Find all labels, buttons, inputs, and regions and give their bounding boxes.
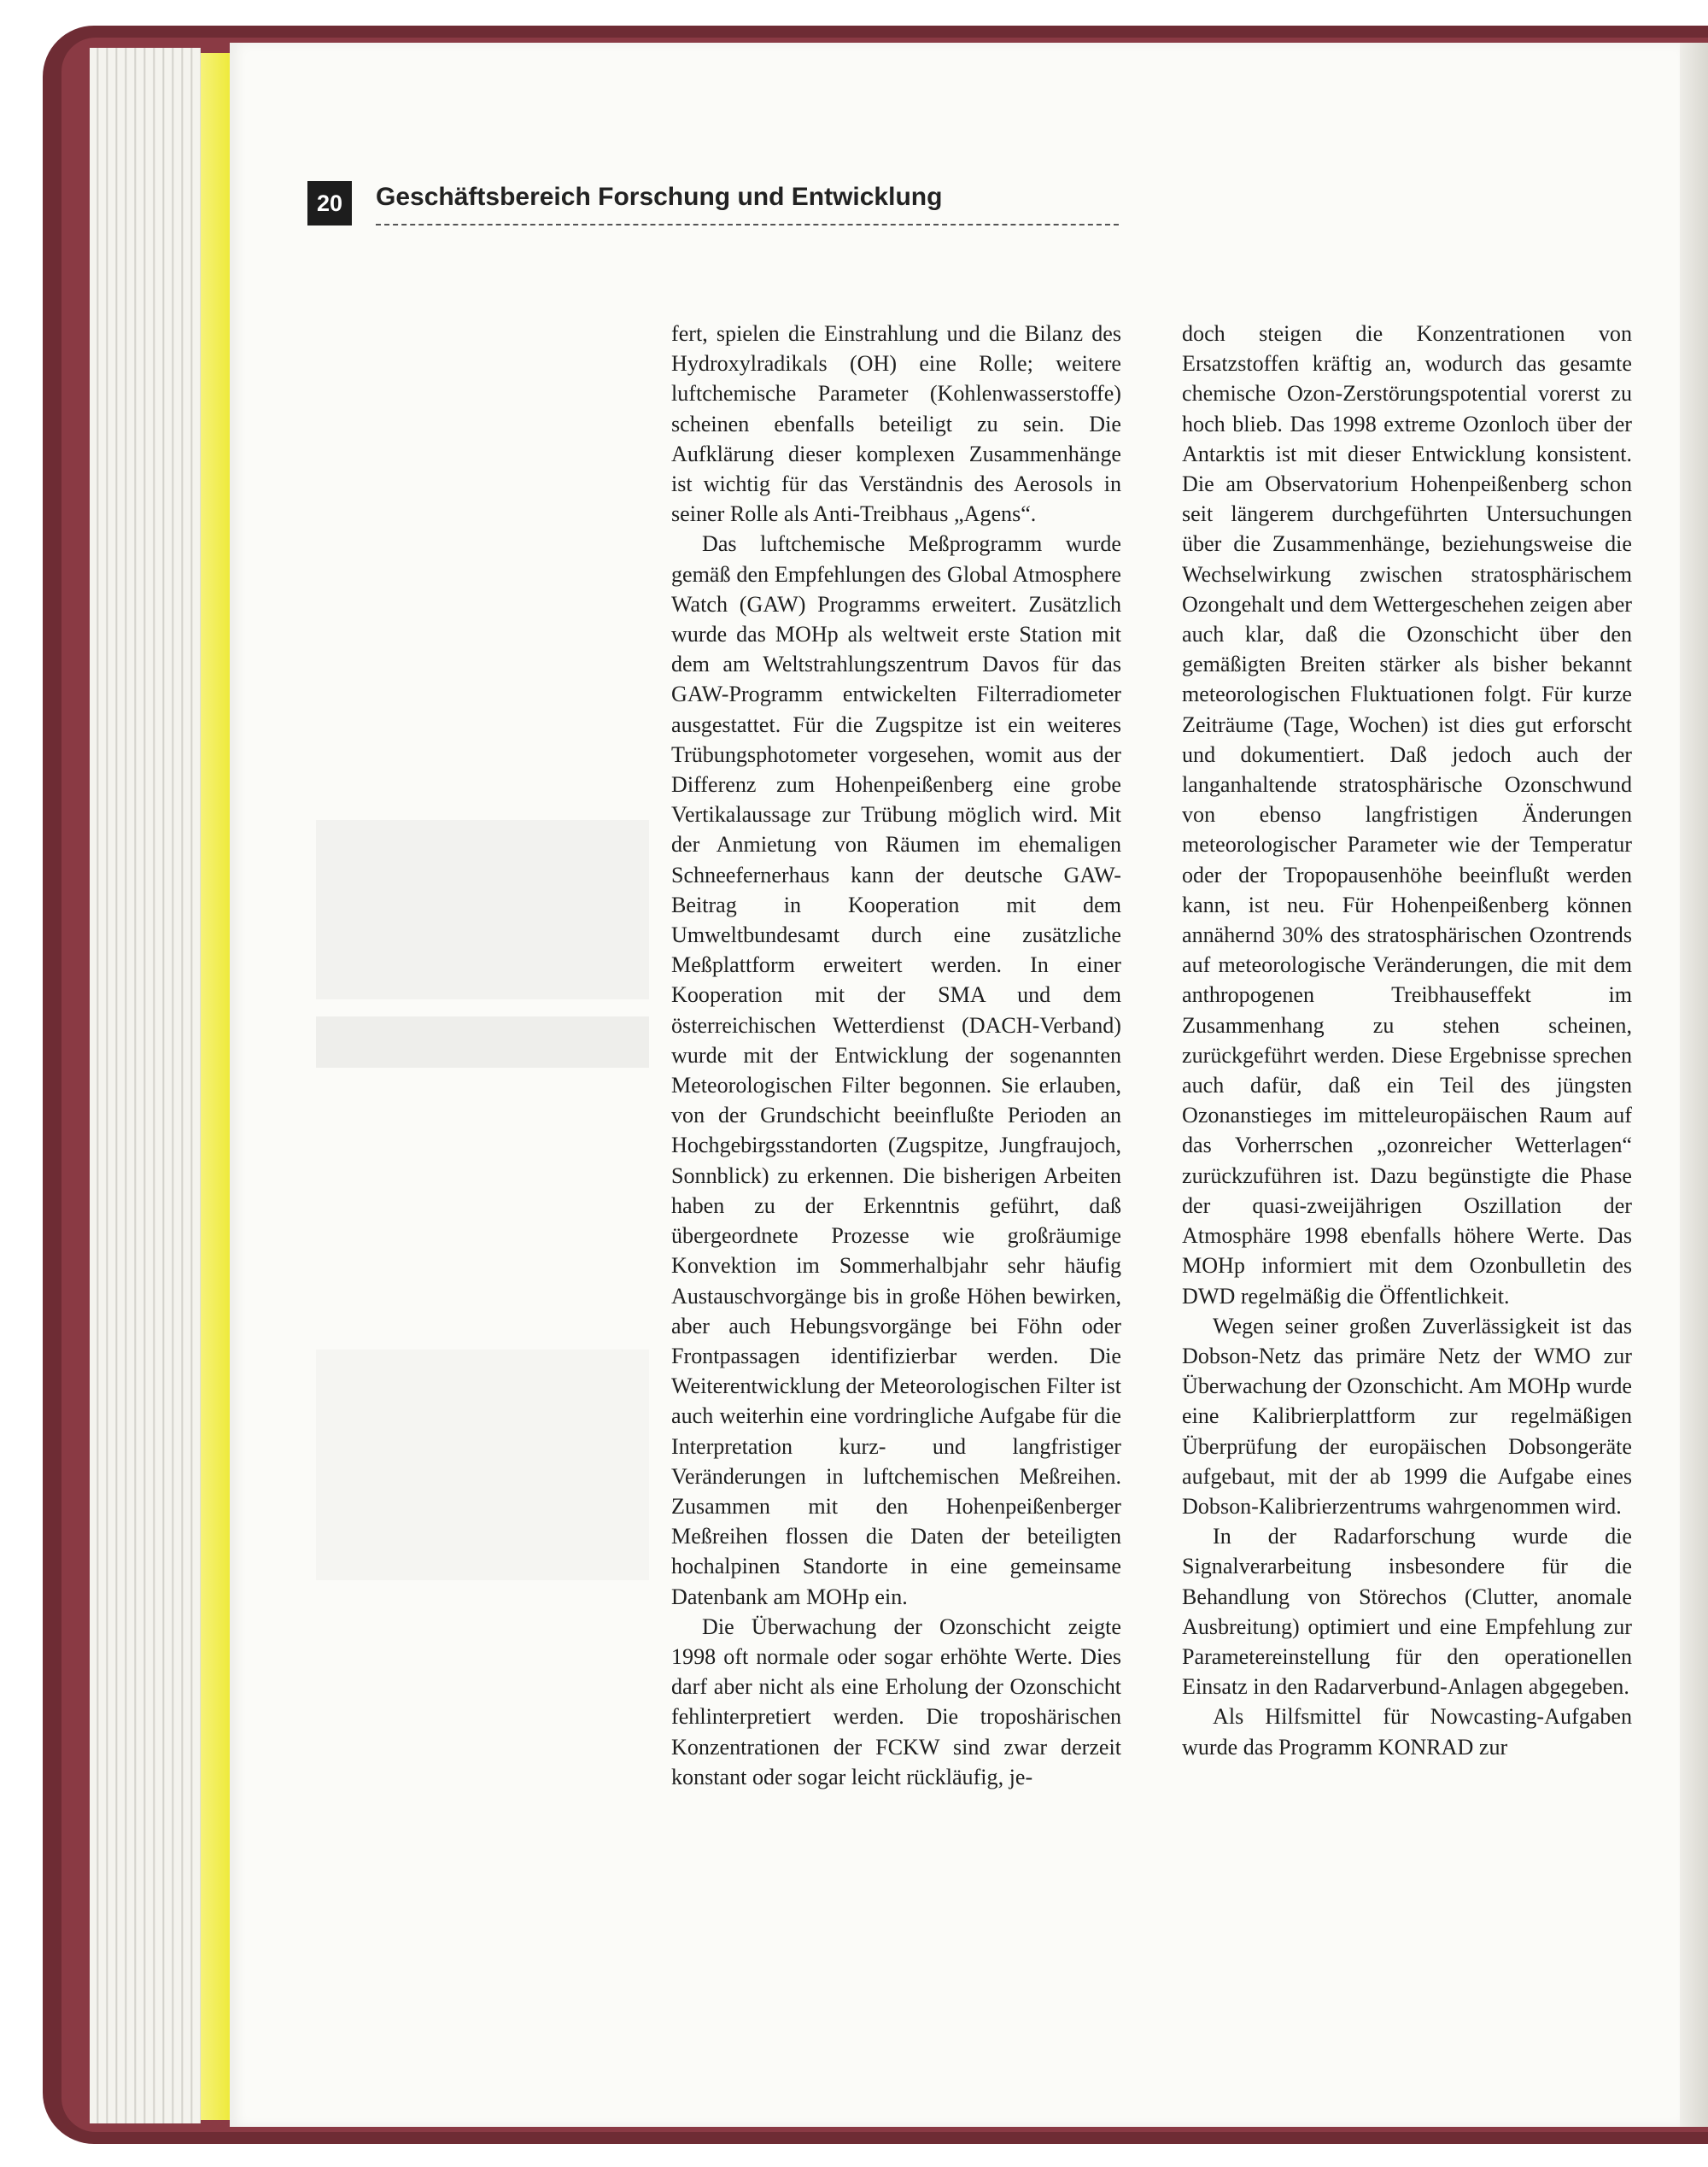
paragraph: doch steigen die Konzentrationen von Ersatzstoffen kräftig an, wodurch das gesamte chemische Ozon-Zerstörungspotential vorerst zu hoch blieb. Das 1998 extreme Ozonloch über der Antarktis ist mit dieser Entwicklung konsistent. Die am Observatorium Hohenpeißenberg schon seit längerem durchgeführten Untersuchungen über die Zusammenhänge, beziehungsweise die Wechselwirkung zwischen stratosphärischem Ozongehalt und dem Wettergeschehen zeigen aber auch klar, daß die Ozonschicht über den gemäßigten Breiten stärker als bisher bekannt meteorologischen Fluktuationen folgt. Für kurze Zeiträume (Tage, Wochen) ist dies gut erforscht und dokumentiert. Daß jedoch auch der langanhaltende stratosphärische Ozonschwund von ebenso langfristigen Änderungen meteorologischer Parameter wie der Temperatur oder der Tropopausenhöhe beeinflußt werden kann, ist neu. Für Hohenpeißenberg können annähernd 30% des stratosphärischen Ozontrends auf meteorologische Veränderungen, die mit dem anthropogenen Treibhauseffekt im Zusammenhang zu stehen scheinen, zurückgeführt werden. Diese Ergebnisse sprechen auch dafür, daß ein Teil des jüngsten Ozonanstieges im mitteleuropäischen Raum auf das Vorherrschen „ozonreicher Wetterlagen“ zurückzuführen ist. Dazu begünstigte die Phase der quasi-zweijährigen Oszillation der Atmosphäre 1998 ebenfalls höhere Werte. Das MOHp informiert mit dem Ozonbulletin des DWD regelmäßig die Öffentlichkeit.	[1182, 321, 1632, 1309]
paragraph: Die Überwachung der Ozonschicht zeigte 1998 oft normale oder sogar erhöhte Werte. Dies darf aber nicht als eine Erholung der Ozonschicht fehlinterpretiert werden. Die troposhärischen Konzentrationen der FCKW sind zwar derzeit konstant oder sogar leicht rückläufig, je-	[671, 1614, 1121, 1789]
left-text-column	[671, 319, 1121, 1792]
right-text-column	[1182, 319, 1632, 1762]
page-edges	[90, 48, 201, 2123]
paragraph: fert, spielen die Einstrahlung und die Bilanz des Hydroxylradikals (OH) eine Rolle; weitere luftchemische Parameter (Kohlenwasserstoffe) scheinen ebenfalls beteiligt zu sein. Die Aufklärung dieser komplexen Zusammenhänge ist wichtig für das Verständnis des Aerosols in seiner Rolle als Anti-Treibhaus „Agens“.	[671, 321, 1121, 527]
page-number: 20	[307, 181, 352, 225]
paragraph: In der Radarforschung wurde die Signalverarbeitung insbesondere für die Behandlung von Störechos (Clutter, anomale Ausbreitung) optimiert und eine Empfehlung zur Parametereinstellung für den operationellen Einsatz in den Radarverbund-Anlagen abgegeben.	[1182, 1524, 1632, 1700]
show-through-shadow	[316, 1016, 649, 1068]
paragraph: Wegen seiner großen Zuverlässigkeit ist das Dobson-Netz das primäre Netz der WMO zur Überwachung der Ozonschicht. Am MOHp wurde eine Kalibrierplattform zur regelmäßigen Überprüfung der europäischen Dobsongeräte aufgebaut, mit der ab 1999 die Aufgabe eines Dobson-Kalibrierzentrums wahrgenommen wird.	[1182, 1313, 1632, 1519]
header-dashed-rule	[376, 224, 1119, 225]
page-header	[307, 181, 1119, 232]
show-through-shadow	[316, 1350, 649, 1580]
page-right-edge	[1680, 43, 1708, 2127]
paragraph: Das luftchemische Meßprogramm wurde gemäß den Empfehlungen des Global Atmosphere Watch (GAW) Programms erweitert. Zusätzlich wurde das MOHp als weltweit erste Station mit dem am Weltstrahlungszentrum Davos für das GAW-Programm entwickelten Filterradiometer ausgestattet. Für die Zugspitze ist ein weiteres Trübungsphotometer vorgesehen, womit aus der Differenz zum Hohenpeißenberg eine grobe Vertikalaussage zur Trübung möglich wird. Mit der Anmietung von Räumen im ehemaligen Schneefernerhaus kann der deutsche GAW-Beitrag in Kooperation mit dem Umweltbundesamt durch eine zusätzliche Meßplattform erweitert werden. In einer Kooperation mit der SMA und dem österreichischen Wetterdienst (DACH-Verband) wurde mit der Entwicklung der sogenannten Meteorologischen Filter begonnen. Sie erlauben, von der Grundschicht beeinflußte Perioden an Hochgebirgsstandorten (Zugspitze, Jungfraujoch, Sonnblick) zu erkennen. Die bisherigen Arbeiten haben zu der Erkenntnis geführt, daß übergeordnete Prozesse wie großräumige Konvektion im Sommerhalbjahr sehr häufig Austauschvorgänge bis in große Höhen bewirken, aber auch Hebungsvorgänge bei Föhn oder Frontpassagen identifizierbar werden. Die Weiterentwicklung der Meteorologischen Filter ist auch weiterhin eine vordringliche Aufgabe für die Interpretation kurz- und langfristiger Veränderungen in luftchemischen Meßreihen. Zusammen mit den Hohenpeißenberger Meßreihen flossen die Daten der beteiligten hochalpinen Standorte in eine gemeinsame Datenbank am MOHp ein.	[671, 531, 1121, 1609]
show-through-shadow	[316, 820, 649, 999]
section-title: Geschäftsbereich Forschung und Entwicklung	[376, 183, 943, 211]
paragraph: Als Hilfsmittel für Nowcasting-Aufgaben wurde das Programm KONRAD zur	[1182, 1704, 1632, 1760]
yellow-page-edge	[201, 53, 230, 2120]
